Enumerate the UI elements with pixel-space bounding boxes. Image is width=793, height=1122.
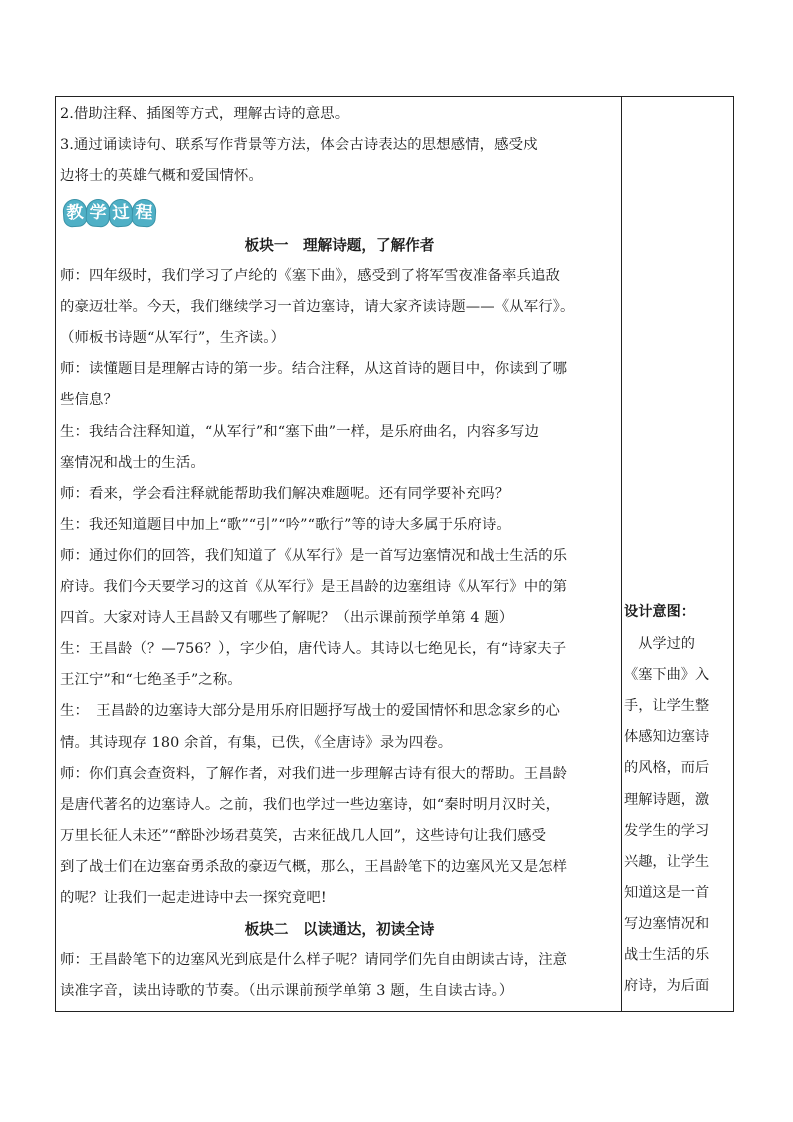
body-line: （师板书诗题“从军行”，生齐读。） [60,330,286,347]
lesson-table [55,96,734,1012]
goal-line: 边将士的英雄气概和爱国情怀。 [60,168,263,184]
design-intent-line: 兴趣，让学生 [624,853,710,870]
teaching-process-badge [64,198,160,228]
design-intent-line: 理解诗题，激 [624,791,710,808]
body-line: 四首。大家对诗人王昌龄又有哪些了解呢？（出示课前预学单第 4 题） [60,610,514,627]
design-intent-label: 设计意图： [624,604,695,620]
body-line: 师：四年级时，我们学习了卢纶的《塞下曲》，感受到了将军雪夜准备率兵追敌 [60,268,560,284]
body-line: 生：我还知道题目中加上“歌”“引”“吟”“歌行”等的诗大多属于乐府诗。 [60,516,511,533]
body-line: 生：王昌龄（？—756？），字少伯，唐代诗人。其诗以七绝见长，有“诗家夫子 [60,641,567,658]
design-intent-line: 府诗，为后面 [624,978,710,995]
goal-line: 2.借助注释、插图等方式，理解古诗的意思。 [60,106,350,122]
body-line: 师：王昌龄笔下的边塞风光到底是什么样子呢？请同学们先自由朗读古诗，注意 [60,952,568,969]
body-line: 读准字音，读出诗歌的节奏。（出示课前预学单第 3 题，生自读古诗。） [60,983,514,1000]
body-line: 的豪迈壮举。今天，我们继续学习一首边塞诗，请大家齐读诗题——《从军行》。 [60,299,575,316]
design-intent-line: 发学生的学习 [624,822,710,839]
section-heading: 板块一 理解诗题，了解作者 [244,237,435,254]
design-intent-line: 《塞下曲》入 [624,667,710,684]
body-line: 到了战士们在边塞奋勇杀敌的豪迈气概，那么，王昌龄笔下的边塞风光又是怎样 [60,858,568,875]
body-line: 生： 王昌龄的边塞诗大部分是用乐府旧题抒写战士的爱国情怀和思念家乡的心 [60,703,560,720]
badge-char: 程 [132,199,156,226]
body-line: 是唐代著名的边塞诗人。之前，我们也学过一些边塞诗，如“秦时明月汉时关， [60,796,561,813]
badge-char: 过 [109,199,133,226]
body-line: 府诗。我们今天要学习的这首《从军行》是王昌龄的边塞组诗《从军行》中的第 [60,579,568,595]
body-line: 生：我结合注释知道，“从军行”和“塞下曲”一样，是乐府曲名，内容多写边 [60,423,540,440]
badge-char: 教 [63,199,87,226]
body-line: 师：看来，学会看注释就能帮助我们解决难题呢。还有同学要补充吗？ [60,485,510,502]
design-intent-line: 的风格，而后 [624,760,710,777]
body-line: 师：你们真会查资料，了解作者，对我们进一步理解古诗有很大的帮助。王昌龄 [60,765,568,782]
section-heading: 板块二 以读通达，初读全诗 [244,921,435,939]
design-intent-line: 从学过的 [624,636,695,652]
body-line: 的呢？让我们一起走进诗中去一探究竟吧! [60,890,327,906]
body-line: 塞情况和战士的生活。 [60,454,205,471]
design-intent-line: 战士生活的乐 [624,947,710,963]
goal-line: 3.通过诵读诗句、联系写作背景等方法，体会古诗表达的思想感情，感受戍 [60,137,538,153]
design-intent-line: 知道这是一首 [624,884,710,901]
badge-char: 学 [86,199,110,226]
body-line: 万里长征人未还”“醉卧沙场君莫笑，古来征战几人回”，这些诗句让我们感受 [60,827,547,844]
design-intent-line: 写边塞情况和 [624,915,710,932]
body-line: 些信息？ [60,392,118,409]
body-line: 师：通过你们的回答，我们知道了《从军行》是一首写边塞情况和战士生活的乐 [60,547,568,564]
body-line: 情。其诗现存 180 余首，有集，已佚，《全唐诗》录为四卷。 [60,734,453,751]
design-intent-line: 手，让学生整 [624,698,710,715]
body-line: 王江宁”和“七绝圣手”之称。 [60,672,242,689]
body-line: 师：读懂题目是理解古诗的第一步。结合注释，从这首诗的题目中，你读到了哪 [60,361,568,378]
design-intent-line: 体感知边塞诗 [624,729,710,746]
column-divider [621,97,622,1011]
